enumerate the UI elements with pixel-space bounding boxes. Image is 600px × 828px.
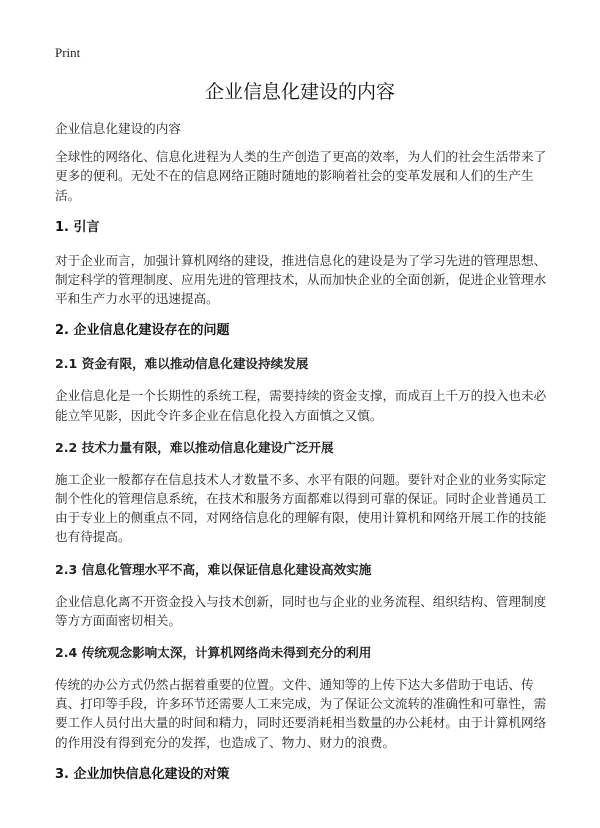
section-2-4-heading: 2.4 传统观念影响太深，计算机网络尚未得到充分的利用 xyxy=(55,645,372,661)
section-2-3-heading: 2.3 信息化管理水平不高，难以保证信息化建设高效实施 xyxy=(55,561,372,577)
document-body xyxy=(55,119,547,798)
print-label: Print xyxy=(55,45,81,60)
section-1-paragraph: 对于企业而言，加强计算机网络的建设，推进信息化的建设是为了学习先进的管理思想、制定科学的管理制度、应用先进的管理技术，从而加快企业的全面创新，促进企业管理水平和生产力水平的迅速提高。 xyxy=(55,252,547,307)
section-2-heading: 2. 企业信息化建设存在的问题 xyxy=(55,323,230,339)
document-title: 企业信息化建设的内容 xyxy=(204,81,395,103)
section-2-1-heading: 2.1 资金有限，难以推动信息化建设持续发展 xyxy=(55,356,309,372)
section-2-3-paragraph: 企业信息化离不开资金投入与技术创新，同时也与企业的业务流程、组织结构、管理制度等方方面面密切相关。 xyxy=(55,593,547,628)
section-2-4-paragraph: 传统的办公方式仍然占据着重要的位置。文件、通知等的上传下达大多借助于电话、传真、打印等手段，许多环节还需要人工来完成，为了保证公文流转的准确性和可靠性，需要工作人员付出大量的时间和精力，同时还要消耗相当数量的办公耗材。由于计算机网络的作用没有得到充分的发挥，也造成了、物力、财力的浪费。 xyxy=(55,677,547,750)
section-2-2-paragraph: 施工企业一般都存在信息技术人才数量不多、水平有限的问题。要针对企业的业务实际定制个性化的管理信息系统，在技术和服务方面都难以得到可靠的保证。同时企业普通员工由于专业上的侧重点不同，对网络信息化的理解有限，使用计算机和网络开展工作的技能也有待提高。 xyxy=(55,471,547,545)
intro-paragraph: 全球性的网络化、信息化进程为人类的生产创造了更高的效率，为人们的社会生活带来了更多的便利。无处不在的信息网络正随时随地的影响着社会的变革发展和人们的生产生活。 xyxy=(55,149,547,203)
section-1-heading: 1. 引言 xyxy=(55,219,100,235)
section-2-2-heading: 2.2 技术力量有限，难以推动信息化建设广泛开展 xyxy=(55,439,334,455)
document-subtitle: 企业信息化建设的内容 xyxy=(55,121,181,136)
section-3-heading: 3. 企业加快信息化建设的对策 xyxy=(55,766,230,782)
section-2-1-paragraph: 企业信息化是一个长期性的系统工程，需要持续的资金支撑，而成百上千万的投入也未必能立竿见影，因此令许多企业在信息化投入方面慎之又慎。 xyxy=(55,388,547,423)
